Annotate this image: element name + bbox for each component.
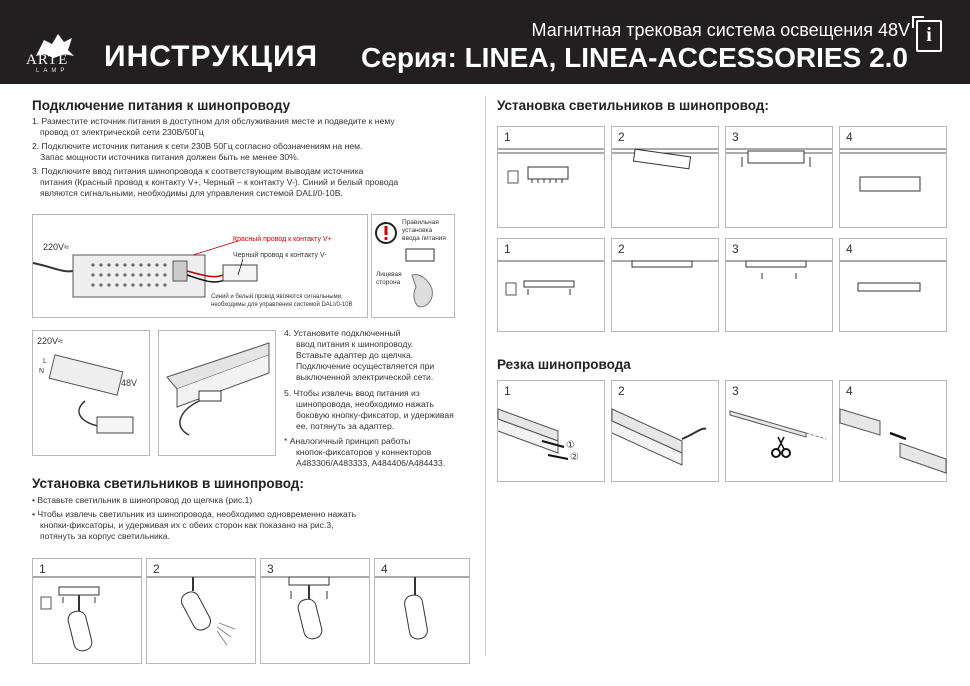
panel-number: 4 [381,562,388,576]
step4a-text: 4. Установите подключенный [284,328,401,338]
page-title: ИНСТРУКЦИЯ [104,40,319,73]
step1-text: 1. Разместите источник питания в доступном для обслуживания месте и подведите к нему [32,116,395,126]
step4d-text: Подключение осуществляется при [296,361,435,371]
bullet2a-text: • Чтобы извлечь светильник из шинопровода, необходимо одновременно нажать [32,509,357,519]
step2-text: 2. Подключите источник питания к сети 230В 50Гц согласно обозначениям на нем. [32,141,363,151]
product-subtitle: Магнитная трековая система освещения 48V [531,20,910,40]
header-bar [0,0,970,84]
panel-number: 3 [267,562,274,576]
step4b-text: ввод питания к шинопроводу. [296,339,414,349]
correct-label-line1: Правильная [402,219,439,226]
spot-install-panel-3 [260,558,370,664]
note-b-text: кнопок-фиксаторов у коннекторов [296,447,432,457]
cut-step-marker-1: ① [566,440,575,451]
right-install-heading: Установка светильников в шинопровод: [497,98,769,113]
black-wire-label: Черный провод к контакту V- [233,252,327,259]
scissors-cut-illustration [726,381,832,481]
panel-number: 3 [732,130,739,144]
panel-number: 4 [846,384,853,398]
spotlight-installed-illustration [375,559,469,663]
spotlight-insert-illustration [33,559,141,663]
note-a-text: * Аналогичный принцип работы [284,436,411,446]
panel-number: 2 [153,562,160,576]
panel-number: 2 [618,242,625,256]
step5c-text: боковую кнопку-фиксатор, и удерживая [296,410,454,420]
linear-light-release-illustration [726,127,832,227]
step5b-text: шинопровода, необходимо нажать [296,399,434,409]
flat-light-release-illustration [726,239,832,331]
panel-number: 1 [39,562,46,576]
spot-install-panel-2 [146,558,256,664]
step5a-text: 5. Чтобы извлечь ввод питания из [284,388,420,398]
end-cap-reinstall-illustration [840,381,946,481]
spot-install-panel-1 [32,558,142,664]
track-light-panel-3 [725,126,833,228]
panel-number: 1 [504,384,511,398]
linear-light-insert-illustration [498,127,604,227]
flat-light-insert-illustration [498,239,604,331]
panel-number: 1 [504,130,511,144]
track-light-row2-panel-2 [611,238,719,332]
linear-light-tilted-illustration [612,127,718,227]
red-wire-label: Красный провод к контакту V+ [233,236,332,243]
output-voltage-label: 48V [121,378,138,388]
supply-connector-illustration [33,331,149,455]
step3-text: 3. Подключите ввод питания шинопровода к соответствующим выводам источника [32,166,364,176]
step4e-text: выключенной электрической сети. [296,372,434,382]
step1b-text: провод от электрической сети 230В/50Гц [40,127,204,137]
track-light-row2-panel-3 [725,238,833,332]
live-terminal-label: L [43,358,47,365]
spotlight-rotated-illustration [147,559,255,663]
end-cap-removal-illustration [498,381,604,481]
track-light-panel-2 [611,126,719,228]
panel-number: 4 [846,242,853,256]
power-heading: Подключение питания к шинопроводу [32,98,291,113]
track-light-panel-4 [839,126,947,228]
correct-installation-diagram [371,214,455,318]
face-side-label-line1: Лицевая [376,271,402,278]
panel-number: 2 [618,384,625,398]
track-cut-panel-4 [839,380,947,482]
step2b-text: Запас мощности источника питания должен быть не менее 30%. [40,152,300,162]
step5d-text: ее, потянуть за адаптер. [296,421,395,431]
bullet2b-text: кнопки-фиксаторы, и удерживая их с обеих сторон как показано на рис.3, [40,520,334,530]
spotlight-remove-illustration [261,559,369,663]
track-cut-panel-2 [611,380,719,482]
face-side-label-line2: сторона [376,279,401,286]
signal-note-line2: необходимы для управления системой DALI/0-10B [211,302,353,308]
correct-label-line2: установка [402,227,433,234]
info-icon: i [916,20,942,52]
bullet1-text: • Вставьте светильник в шинопровод до щелчка (рис.1) [32,495,253,505]
cut-heading: Резка шинопровода [497,357,631,372]
panel-number: 4 [846,130,853,144]
track-light-panel-1 [497,126,605,228]
track-cut-panel-1 [497,380,605,482]
left-install-heading: Установка светильников в шинопровод: [32,476,304,491]
bullet2c-text: потянуть за корпус светильника. [40,531,170,541]
panel-number: 1 [504,242,511,256]
spot-install-panel-4 [374,558,470,664]
brand-logo-sub: LAMP [36,68,69,74]
track-cut-panel-3 [725,380,833,482]
diagram3-voltage-label: 220V≈ [37,336,63,346]
column-divider [485,96,486,656]
neutral-terminal-label: N [39,368,45,375]
cover-strip-removal-illustration [612,381,718,481]
flat-light-removed-illustration [840,239,946,331]
diagram1-voltage-label: 220V≈ [43,242,69,252]
track-light-row2-panel-1 [497,238,605,332]
linear-light-removed-illustration [840,127,946,227]
signal-note-line1: Синий и белый провод являются сигнальными, [211,294,343,300]
flat-light-installed-illustration [612,239,718,331]
step4c-text: Вставьте адаптер до щелчка. [296,350,414,360]
series-title: Серия: LINEA, LINEA-ACCESSORIES 2.0 [361,42,908,73]
step3b-text: питания (Красный провод к контакту V+, Черный – к контакту V-). Синий и белый провода [40,177,399,187]
supply-connection-diagram [32,330,150,456]
step3c-text: являются сигнальными, необходимы для управления системой DALI/0-10B. [40,188,343,198]
power-supply-wiring-diagram [32,214,368,318]
panel-number: 2 [618,130,625,144]
note-c-text: A483306/A483333, A484406/A484433. [296,458,446,468]
panel-number: 3 [732,242,739,256]
brand-logo-text: ARTE [26,52,69,68]
cut-step-marker-2: ② [570,452,579,463]
correct-label-line3: ввода питания [402,235,446,242]
panel-number: 3 [732,384,739,398]
track-input-diagram [158,330,276,456]
track-light-row2-panel-4 [839,238,947,332]
track-input-illustration [159,331,275,455]
